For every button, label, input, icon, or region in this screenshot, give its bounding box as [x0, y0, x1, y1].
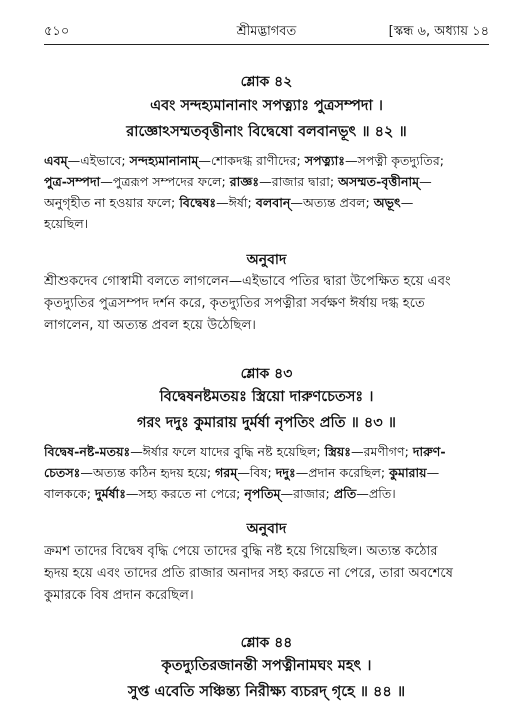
term-meaning: অনুগৃহীত না হওয়ার ফলে;: [44, 195, 180, 210]
section-reference: [স্কন্ধ ৬, অধ্যায় ১৪: [388, 24, 489, 39]
verse-42-translation-line-2: কৃতদ্যুতির পুত্রসম্পদ দর্শন করে, কৃতদ্যুতির সপত্নীরা সর্বক্ষণ ঈর্ষায় দগ্ধ হতে: [44, 296, 425, 311]
term-meaning: —প্রদান করেছিল;: [295, 465, 390, 480]
verse-42-translation-line-3: লাগলেন, যা অত্যন্ত প্রবল হয়ে উঠেছিল।: [44, 318, 257, 333]
verse-44-line-2: সুপ্ত এবেতি সঞ্চিন্ত্য নিরীক্ষ্য ব্যচরদ্ গৃহে ॥ ৪৪ ॥: [127, 684, 406, 700]
sanskrit-term: কুমারায়: [389, 465, 427, 480]
verse-43-translation-line-2: হৃদয় হয়ে এবং তাদের প্রতি রাজার অনাদর সহ্য করতে না পেরে, তারা অবশেষে: [44, 566, 453, 581]
verse-42-synonyms-line-4: [44, 213, 489, 234]
verse-43-heading: শ্লোক ৪৩: [240, 366, 293, 382]
term-meaning: —ঈর্ষার ফলে যাদের বুদ্ধি নষ্ট হয়েছিল;: [130, 444, 325, 459]
verse-42-synonyms-line-1: [44, 150, 489, 171]
sanskrit-term: পুত্র-সম্পদা: [44, 174, 101, 189]
sanskrit-term: বিদ্বেষ-নষ্ট-মতয়ঃ: [44, 444, 131, 459]
term-meaning: বালককে;: [44, 486, 95, 501]
sanskrit-term: বলবান্: [255, 195, 291, 210]
sanskrit-term: বিদ্বেষঃ: [179, 195, 217, 210]
verse-42-synonyms-line-3: [44, 192, 489, 213]
verse-42-synonyms-line-2: [44, 171, 489, 192]
book-title: শ্রীমদ্ভাগবত: [236, 24, 297, 39]
verse-42-line-2: রাজ্ঞোঽসম্মতবৃত্তীনাং বিদ্বেষো বলবানভূৎ ॥ ৪২ ॥: [126, 124, 407, 140]
verse-42-translation-heading: অনুবাদ: [246, 252, 287, 268]
sanskrit-term: রাজ্ঞঃ: [229, 174, 260, 189]
sanskrit-term: দারুণ-: [412, 444, 446, 459]
sanskrit-term: দুর্মর্ষাঃ: [94, 486, 126, 501]
term-meaning: —অত্যন্ত কঠিন হৃদয় হয়ে;: [80, 465, 216, 480]
verse-43-synonyms-line-3: [44, 483, 489, 504]
verse-43-synonyms-line-2: [44, 462, 489, 483]
term-meaning: হয়েছিল।: [44, 216, 89, 231]
term-meaning: —বিষ;: [237, 465, 276, 480]
sanskrit-term: স্ত্রিয়ঃ: [324, 444, 351, 459]
term-meaning: —ঈর্ষা;: [216, 195, 256, 210]
term-meaning: —রাজার দ্বারা;: [259, 174, 339, 189]
sanskrit-term: চেতসঃ: [44, 465, 81, 480]
sanskrit-term: সন্দহ্যমানানাম্: [129, 153, 199, 168]
page-number: ৫১০: [44, 24, 70, 39]
term-meaning: —পুত্ররূপ সম্পদের ফলে;: [100, 174, 230, 189]
verse-43-synonyms-line-1: [44, 441, 489, 462]
term-meaning: —রাজার;: [280, 486, 334, 501]
verse-44-heading: শ্লোক ৪৪: [240, 635, 293, 651]
term-meaning: —: [400, 195, 414, 210]
sanskrit-term: অসম্মত-বৃত্তীনাম্: [338, 174, 420, 189]
sanskrit-term: দদুঃ: [275, 465, 296, 480]
term-meaning: —শোকদগ্ধ রাণীদের;: [198, 153, 305, 168]
verse-43-line-2: গরং দদুঃ কুমারায় দুর্মর্ষা নৃপতিং প্রতি ॥ ৪৩ ॥: [137, 415, 396, 431]
verse-42-line-1: এবং সন্দহ্যমানানাং সপত্ন্যাঃ পুত্রসম্পদা ।: [150, 98, 383, 114]
page-header: [44, 22, 489, 42]
verse-43-translation-line-3: কুমারকে বিষ প্রদান করেছিল।: [44, 588, 194, 603]
verse-43-line-1: বিদ্বেষনষ্টমতয়ঃ স্ত্রিয়ো দারুণচেতসঃ ।: [159, 389, 374, 405]
term-meaning: —: [426, 465, 440, 480]
verse-44-line-1: কৃতদ্যুতিরজানন্তী সপত্নীনামঘং মহৎ ।: [161, 658, 372, 674]
term-meaning: —সপত্নী কৃতদ্যুতির;: [344, 153, 444, 168]
sanskrit-term: এবম্: [44, 153, 68, 168]
term-meaning: —রমণীগণ;: [351, 444, 413, 459]
sanskrit-term: গরম্: [215, 465, 238, 480]
verse-43-translation-heading: অনুবাদ: [246, 521, 287, 537]
sanskrit-term: অভূৎ: [373, 195, 401, 210]
term-meaning: —এইভাবে;: [67, 153, 130, 168]
verse-42-translation-line-1: শ্রীশুকদেব গোস্বামী বলতে লাগলেন—এইভাবে পতির দ্বারা উপেক্ষিত হয়ে এবং: [44, 274, 451, 289]
verse-42-heading: শ্লোক ৪২: [240, 74, 293, 90]
sanskrit-term: নৃপতিম্: [244, 486, 281, 501]
header-rule: [44, 44, 489, 45]
term-meaning: —সহ্য করতে না পেরে;: [125, 486, 245, 501]
term-meaning: —অত্যন্ত প্রবল;: [290, 195, 374, 210]
sanskrit-term: সপত্ন্যাঃ: [304, 153, 345, 168]
term-meaning: —প্রতি।: [356, 486, 396, 501]
sanskrit-term: প্রতি: [333, 486, 357, 501]
term-meaning: —: [419, 174, 432, 189]
verse-43-translation-line-1: ক্রমশ তাদের বিদ্বেষ বৃদ্ধি পেয়ে তাদের বুদ্ধি নষ্ট হয়ে গিয়েছিল। অত্যন্ত কঠোর: [44, 544, 438, 559]
